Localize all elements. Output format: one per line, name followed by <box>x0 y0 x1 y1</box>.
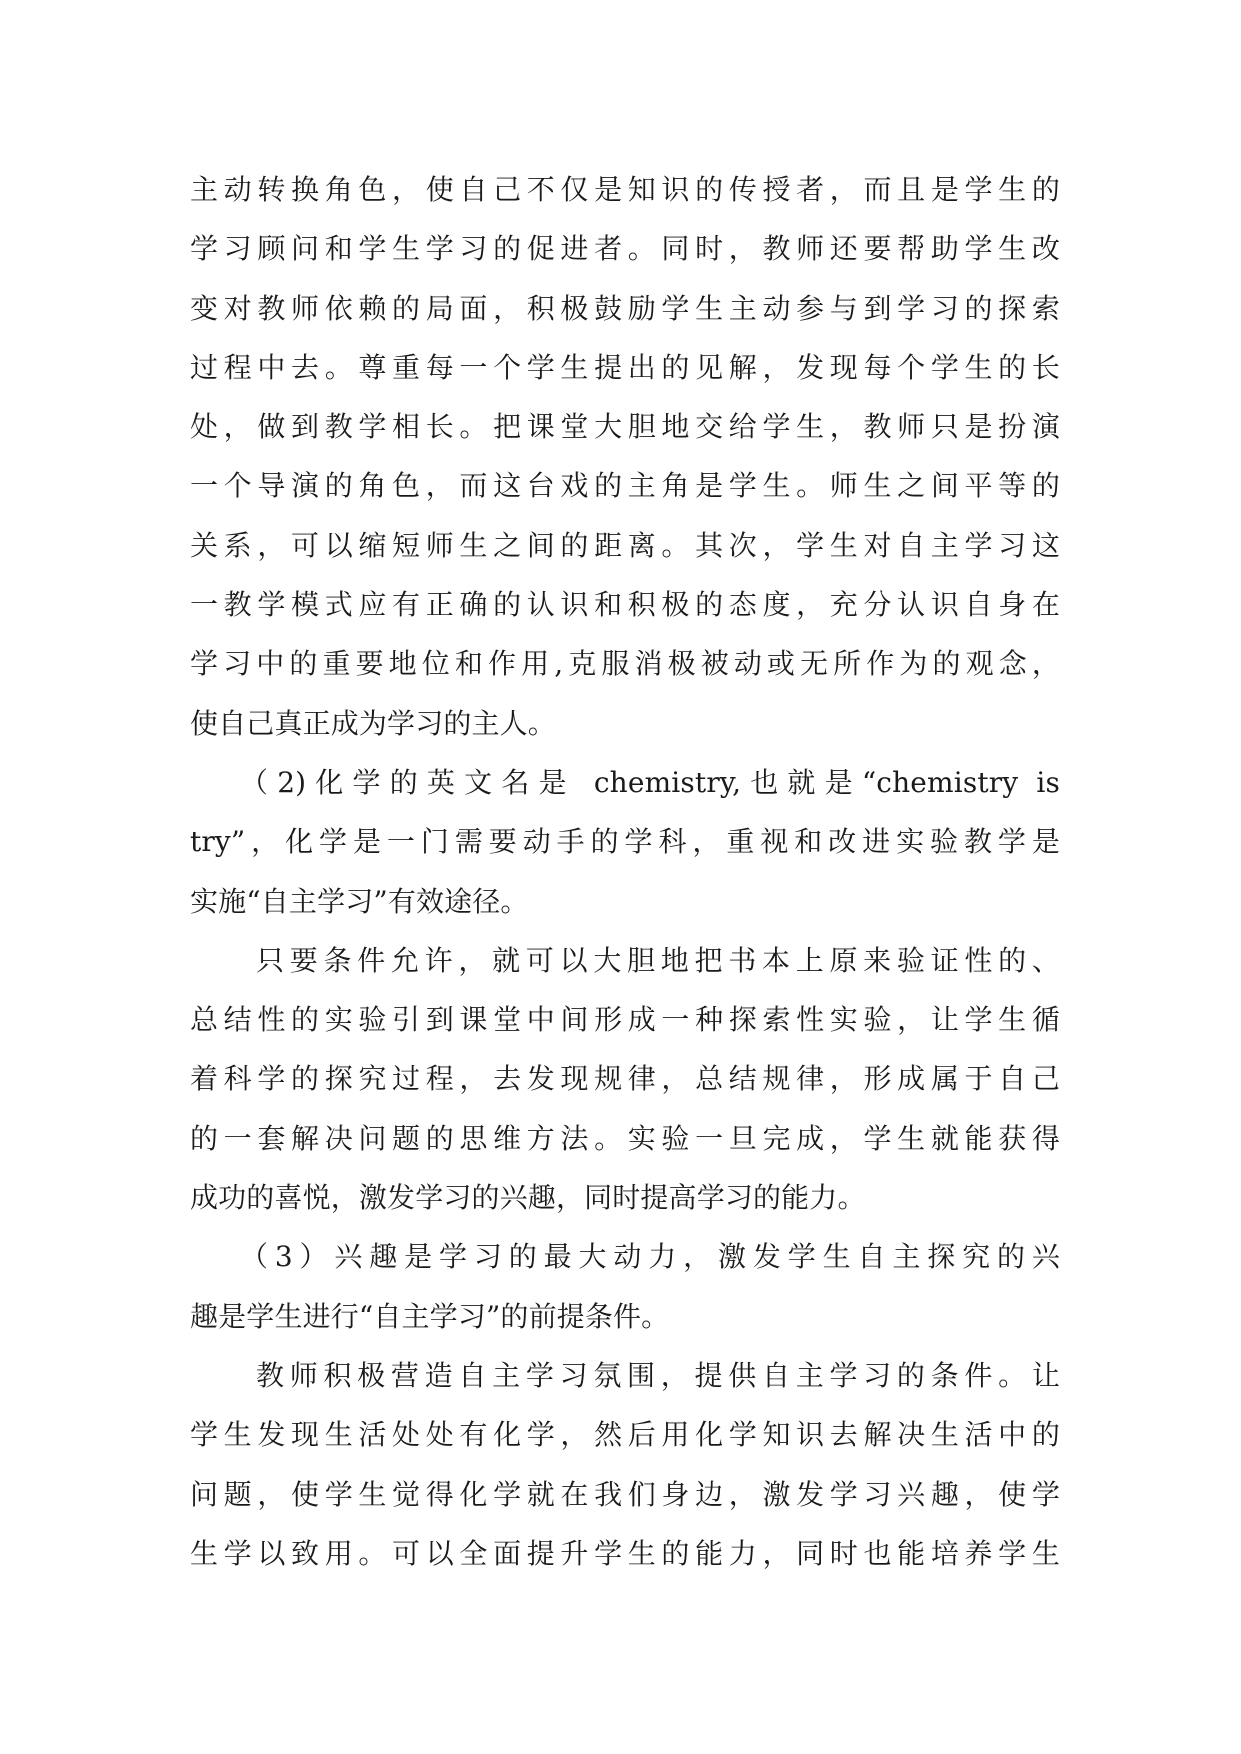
text-line: 学习中的重要地位和作用,克服消极被动或无所作为的观念， <box>190 647 1060 681</box>
text-line: 变对教师依赖的局面，积极鼓励学生主动参与到学习的探索 <box>190 291 1060 325</box>
text-line: 主动转换角色，使自己不仅是知识的传授者，而且是学生的 <box>190 173 1060 206</box>
text-line: 学习顾问和学生学习的促进者。同时，教师还要帮助学生改 <box>190 232 1060 266</box>
text-line: 问题，使学生觉得化学就在我们身边，激发学习兴趣，使学 <box>190 1477 1060 1511</box>
text-line: 使自己真正成为学习的主人。 <box>190 706 556 740</box>
text-line: 一个导演的角色，而这台戏的主角是学生。师生之间平等的 <box>190 469 1060 503</box>
text-line: 一教学模式应有正确的认识和积极的态度，充分认识自身在 <box>190 588 1060 622</box>
text-line: 着科学的探究过程，去发现规律，总结规律，形成属于自己 <box>190 1062 1060 1096</box>
document-body <box>190 160 1060 1583</box>
text-line: 成功的喜悦，激发学习的兴趣，同时提高学习的能力。 <box>190 1181 866 1215</box>
text-line: 的一套解决问题的思维方法。实验一旦完成，学生就能获得 <box>190 1121 1060 1155</box>
text-line: 生学以致用。可以全面提升学生的能力，同时也能培养学生 <box>190 1536 1060 1570</box>
text-line: try”，化学是一门需要动手的学科，重视和改进实验教学是 <box>190 825 1060 859</box>
text-line: 总结性的实验引到课堂中间形成一种探索性实验，让学生循 <box>190 1003 1060 1037</box>
text-line: 教师积极营造自主学习氛围，提供自主学习的条件。让 <box>256 1358 1060 1392</box>
text-line: 学生发现生活处处有化学，然后用化学知识去解决生活中的 <box>190 1418 1060 1452</box>
text-line: 处，做到教学相长。把课堂大胆地交给学生，教师只是扮演 <box>190 410 1060 444</box>
text-line: 过程中去。尊重每一个学生提出的见解，发现每个学生的长 <box>190 350 1060 384</box>
text-line: 实施“自主学习”有效途径。 <box>190 884 529 918</box>
text-line: （2)化学的英文名是 chemistry,也就是“chemistry is <box>240 765 1060 799</box>
text-line: 关系，可以缩短师生之间的距离。其次，学生对自主学习这 <box>190 528 1060 562</box>
text-line: 趣是学生进行“自主学习”的前提条件。 <box>190 1299 670 1333</box>
text-line: （3）兴趣是学习的最大动力，激发学生自主探究的兴 <box>240 1240 1060 1274</box>
text-line: 只要条件允许，就可以大胆地把书本上原来验证性的、 <box>256 943 1060 977</box>
